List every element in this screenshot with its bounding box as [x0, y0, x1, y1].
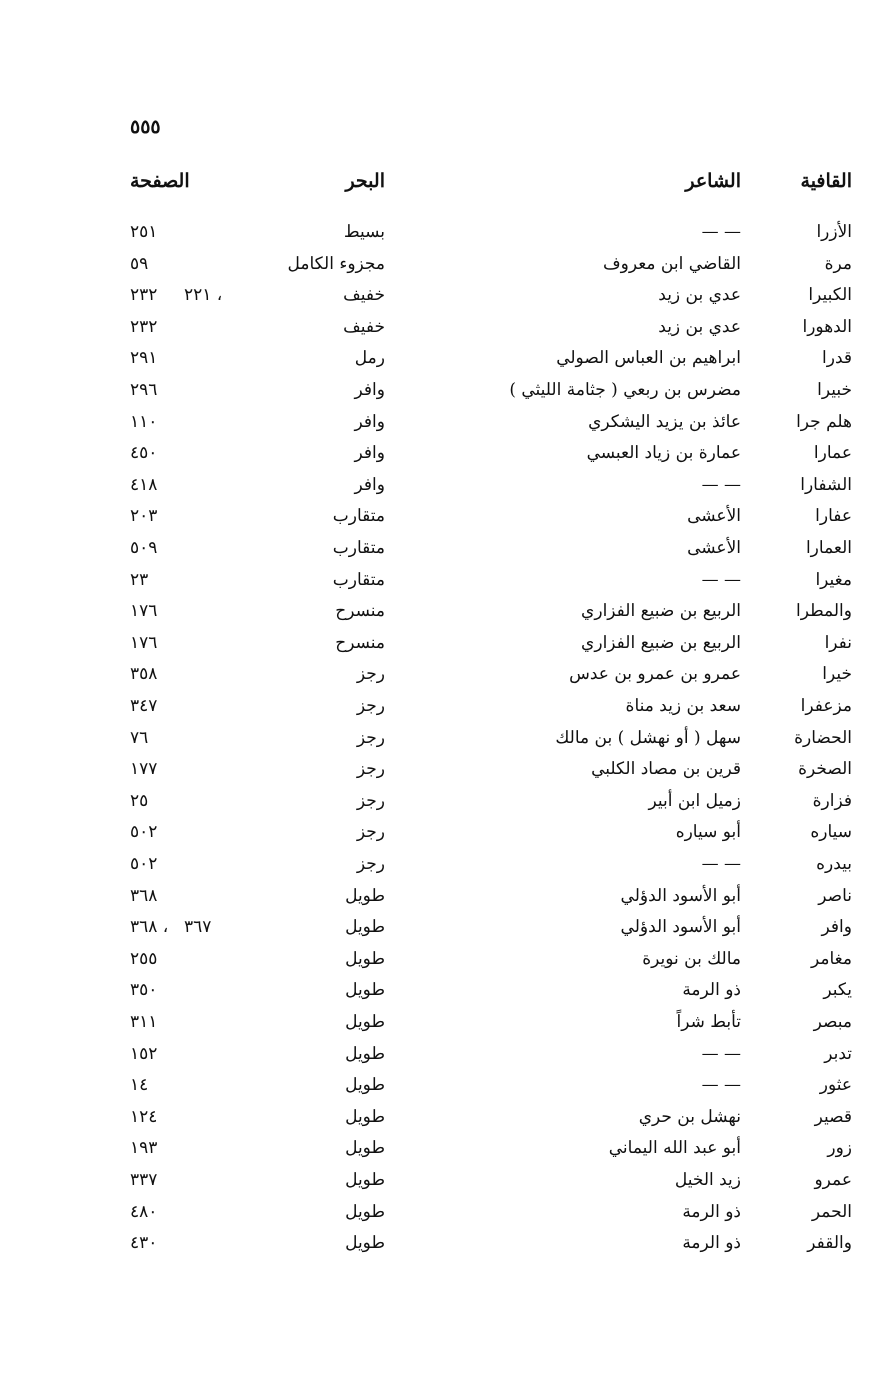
cell-page: ٢٥١	[130, 222, 158, 242]
cell-shaer: ابراهيم بن العباس الصولي	[556, 348, 741, 369]
table-row	[0, 538, 879, 569]
cell-page: ١٥٢	[130, 1043, 158, 1064]
cell-bahr: رجز	[356, 696, 385, 716]
cell-qafia: مرة	[824, 253, 852, 274]
cell-shaer: القاضي ابن معروف	[602, 253, 741, 274]
cell-bahr: طويل	[345, 1012, 385, 1032]
cell-qafia: هلم جرا	[796, 411, 852, 432]
cell-shaer: الأعشى	[687, 506, 741, 527]
cell-page: ٢٣٢	[130, 285, 158, 306]
cell-page: ٣٥٠	[130, 980, 158, 1001]
cell-page: ٣٣٧	[130, 1170, 158, 1190]
table-row	[0, 570, 879, 601]
cell-page: ٢٥٥	[130, 948, 158, 969]
header-shaer: الشاعر	[685, 170, 741, 192]
cell-page: ١٩٣	[130, 1138, 158, 1159]
cell-qafia: عثور	[819, 1075, 852, 1096]
header-bahr: البحر	[345, 170, 385, 192]
table-row	[0, 475, 879, 506]
cell-shaer: عدي بن زيد	[658, 316, 741, 337]
cell-qafia: قصير	[814, 1106, 852, 1127]
cell-bahr: طويل	[345, 980, 385, 1001]
table-row	[0, 254, 879, 285]
cell-shaer: — —	[701, 569, 741, 590]
table-row	[0, 980, 879, 1011]
cell-bahr: رجز	[356, 664, 385, 685]
cell-shaer: عمارة بن زياد العبسي	[586, 443, 741, 464]
cell-bahr: متقارب	[332, 506, 385, 527]
cell-page: ٥٠٢	[130, 822, 158, 843]
cell-shaer: مضرس بن ربعي ( جثامة الليثي )	[509, 380, 741, 400]
cell-shaer: سعد بن زيد مناة	[625, 696, 741, 716]
cell-shaer: ذو الرمة	[682, 1233, 741, 1254]
cell-shaer: — —	[701, 222, 741, 242]
cell-bahr: رجز	[356, 822, 385, 843]
cell-bahr: طويل	[345, 1106, 385, 1127]
cell-qafia: نفرا	[824, 632, 852, 653]
cell-shaer: عائذ بن يزيد اليشكري	[588, 411, 741, 432]
table-row	[0, 506, 879, 537]
cell-bahr: طويل	[345, 1233, 385, 1254]
cell-qafia: الحضارة	[794, 727, 852, 748]
table-row	[0, 917, 879, 948]
cell-qafia: الشفارا	[800, 474, 852, 495]
cell-bahr: طويل	[345, 948, 385, 969]
table-row	[0, 443, 879, 474]
cell-qafia: وافر	[821, 917, 852, 938]
cell-shaer: الأعشى	[687, 538, 741, 558]
cell-qafia: والقفر	[807, 1233, 852, 1254]
cell-shaer: عمرو بن عمرو بن عدس	[569, 664, 741, 685]
cell-shaer: — —	[701, 474, 741, 495]
table-row	[0, 285, 879, 316]
cell-page: ٢٩٦	[130, 380, 158, 400]
cell-shaer: سهل ( أو نهشل ) بن مالك	[555, 727, 741, 748]
cell-qafia: يكبر	[823, 980, 852, 1001]
cell-qafia: مغامر	[811, 948, 852, 969]
cell-qafia: عمرو	[814, 1170, 852, 1190]
cell-page: ٣١١	[130, 1012, 158, 1032]
cell-bahr: وافر	[354, 474, 385, 495]
cell-shaer: زيد الخيل	[674, 1170, 741, 1190]
table-row	[0, 822, 879, 853]
table-row	[0, 664, 879, 695]
cell-shaer: عدي بن زيد	[658, 285, 741, 306]
cell-page: ١٤	[130, 1075, 149, 1096]
cell-page: ٥٠٢	[130, 854, 158, 874]
cell-qafia: الدهورا	[802, 316, 852, 337]
table-row	[0, 949, 879, 980]
cell-bahr: خفيف	[343, 316, 385, 337]
table-row	[0, 1012, 879, 1043]
cell-shaer: نهشل بن حري	[638, 1106, 741, 1127]
cell-page: ١٧٦	[130, 632, 158, 653]
cell-qafia: تدبر	[824, 1043, 852, 1064]
cell-page: ٢٣٢	[130, 316, 158, 337]
cell-bahr: طويل	[345, 1043, 385, 1064]
cell-shaer: أبو الأسود الدؤلي	[620, 885, 741, 906]
cell-bahr: رجز	[356, 727, 385, 748]
cell-shaer: ذو الرمة	[682, 1201, 741, 1222]
cell-page: ٢٣	[130, 569, 149, 590]
cell-bahr: رجز	[356, 790, 385, 811]
table-row	[0, 1044, 879, 1075]
table-row	[0, 1233, 879, 1264]
cell-qafia: فزارة	[812, 790, 852, 811]
cell-bahr: منسرح	[335, 601, 385, 622]
cell-page: ٤١٨	[130, 474, 158, 495]
cell-page: ٢٥	[130, 790, 149, 811]
cell-shaer: ذو الرمة	[682, 980, 741, 1001]
cell-qafia: مغيرا	[815, 569, 852, 590]
cell-page: ١٧٧	[130, 759, 158, 780]
cell-page: ٣٦٨	[130, 885, 158, 906]
cell-bahr: خفيف	[343, 285, 385, 306]
cell-shaer: قرين بن مصاد الكلبي	[591, 759, 741, 780]
header-qafia: القافية	[800, 170, 852, 192]
cell-bahr: وافر	[354, 443, 385, 464]
cell-bahr: طويل	[345, 1138, 385, 1159]
table-row	[0, 222, 879, 253]
cell-qafia: الصخرة	[798, 759, 852, 780]
cell-qafia: قدرا	[822, 348, 852, 369]
cell-qafia: زور	[827, 1138, 852, 1159]
table-row	[0, 759, 879, 790]
cell-bahr: مجزوء الكامل	[287, 253, 385, 274]
cell-bahr: طويل	[345, 917, 385, 938]
cell-page: ٧٦	[130, 727, 149, 748]
cell-bahr: بسيط	[343, 222, 385, 242]
cell-bahr: رمل	[354, 348, 385, 369]
cell-qafia: مزعفرا	[800, 696, 852, 716]
cell-page: ١٢٤	[130, 1106, 158, 1127]
cell-qafia: مبصر	[813, 1012, 852, 1032]
table-row	[0, 412, 879, 443]
cell-shaer: مالك بن نويرة	[642, 948, 741, 969]
cell-shaer: الربيع بن ضبيع الفزاري	[581, 601, 741, 622]
cell-shaer: — —	[701, 1075, 741, 1096]
cell-bahr: وافر	[354, 411, 385, 432]
table-row	[0, 1138, 879, 1169]
cell-bahr: طويل	[345, 1170, 385, 1190]
table-row	[0, 728, 879, 759]
cell-bahr: متقارب	[332, 569, 385, 590]
cell-bahr: متقارب	[332, 538, 385, 558]
cell-qafia: سياره	[810, 822, 852, 843]
cell-bahr: رجز	[356, 854, 385, 874]
cell-qafia: عمارا	[813, 443, 852, 464]
cell-bahr: وافر	[354, 380, 385, 400]
cell-qafia: الكبيرا	[808, 285, 852, 306]
cell-shaer: — —	[701, 1043, 741, 1064]
cell-page: ٣٤٧	[130, 696, 158, 716]
cell-shaer: أبو عبد الله اليماني	[608, 1138, 741, 1159]
cell-page: ٣٦٨ ،	[130, 917, 169, 938]
cell-bahr: منسرح	[335, 632, 385, 653]
table-row	[0, 380, 879, 411]
cell-page: ٢٠٣	[130, 506, 158, 527]
cell-page: ٣٥٨	[130, 664, 158, 685]
cell-page: ٥٠٩	[130, 538, 158, 558]
cell-page: ٤٥٠	[130, 443, 158, 464]
cell-page: ١١٠	[130, 411, 158, 432]
cell-shaer: أبو الأسود الدؤلي	[620, 917, 741, 938]
cell-qafia: ناصر	[818, 885, 852, 906]
table-row	[0, 633, 879, 664]
cell-shaer: تأبط شراً	[676, 1012, 741, 1032]
header-page: الصفحة	[130, 170, 190, 192]
table-row	[0, 854, 879, 885]
cell-qafia: بيدره	[816, 854, 852, 874]
cell-qafia: خبيرا	[817, 380, 852, 400]
table-row	[0, 1075, 879, 1106]
cell-shaer: الربيع بن ضبيع الفزاري	[581, 632, 741, 653]
table-row	[0, 317, 879, 348]
page-number: ٥٥٥	[130, 116, 161, 138]
cell-qafia: العمارا	[805, 538, 852, 558]
cell-qafia: الحمر	[811, 1201, 852, 1222]
cell-shaer: — —	[701, 854, 741, 874]
table-row	[0, 601, 879, 632]
cell-page: ٤٨٠	[130, 1201, 158, 1222]
cell-page: ٤٣٠	[130, 1233, 158, 1254]
cell-qafia: خيرا	[822, 664, 852, 685]
table-row	[0, 1107, 879, 1138]
cell-bahr: رجز	[356, 759, 385, 780]
table-row	[0, 791, 879, 822]
cell-qafia: والمطرا	[796, 601, 852, 622]
cell-bahr: طويل	[345, 1201, 385, 1222]
cell-page-extra: ٣٦٧	[184, 917, 212, 938]
cell-page: ٢٩١	[130, 348, 158, 369]
cell-page: ١٧٦	[130, 601, 158, 622]
cell-qafia: عفارا	[815, 506, 852, 527]
table-row	[0, 1170, 879, 1201]
cell-qafia: الأزرا	[816, 222, 852, 242]
cell-bahr: طويل	[345, 1075, 385, 1096]
cell-shaer: أبو سياره	[675, 822, 741, 843]
table-row	[0, 886, 879, 917]
table-row	[0, 696, 879, 727]
cell-page-extra: ٢٢١ ،	[184, 285, 223, 306]
cell-page: ٥٩	[130, 253, 149, 274]
table-row	[0, 1202, 879, 1233]
cell-shaer: زميل ابن أبير	[648, 790, 741, 811]
cell-bahr: طويل	[345, 885, 385, 906]
table-row	[0, 348, 879, 379]
